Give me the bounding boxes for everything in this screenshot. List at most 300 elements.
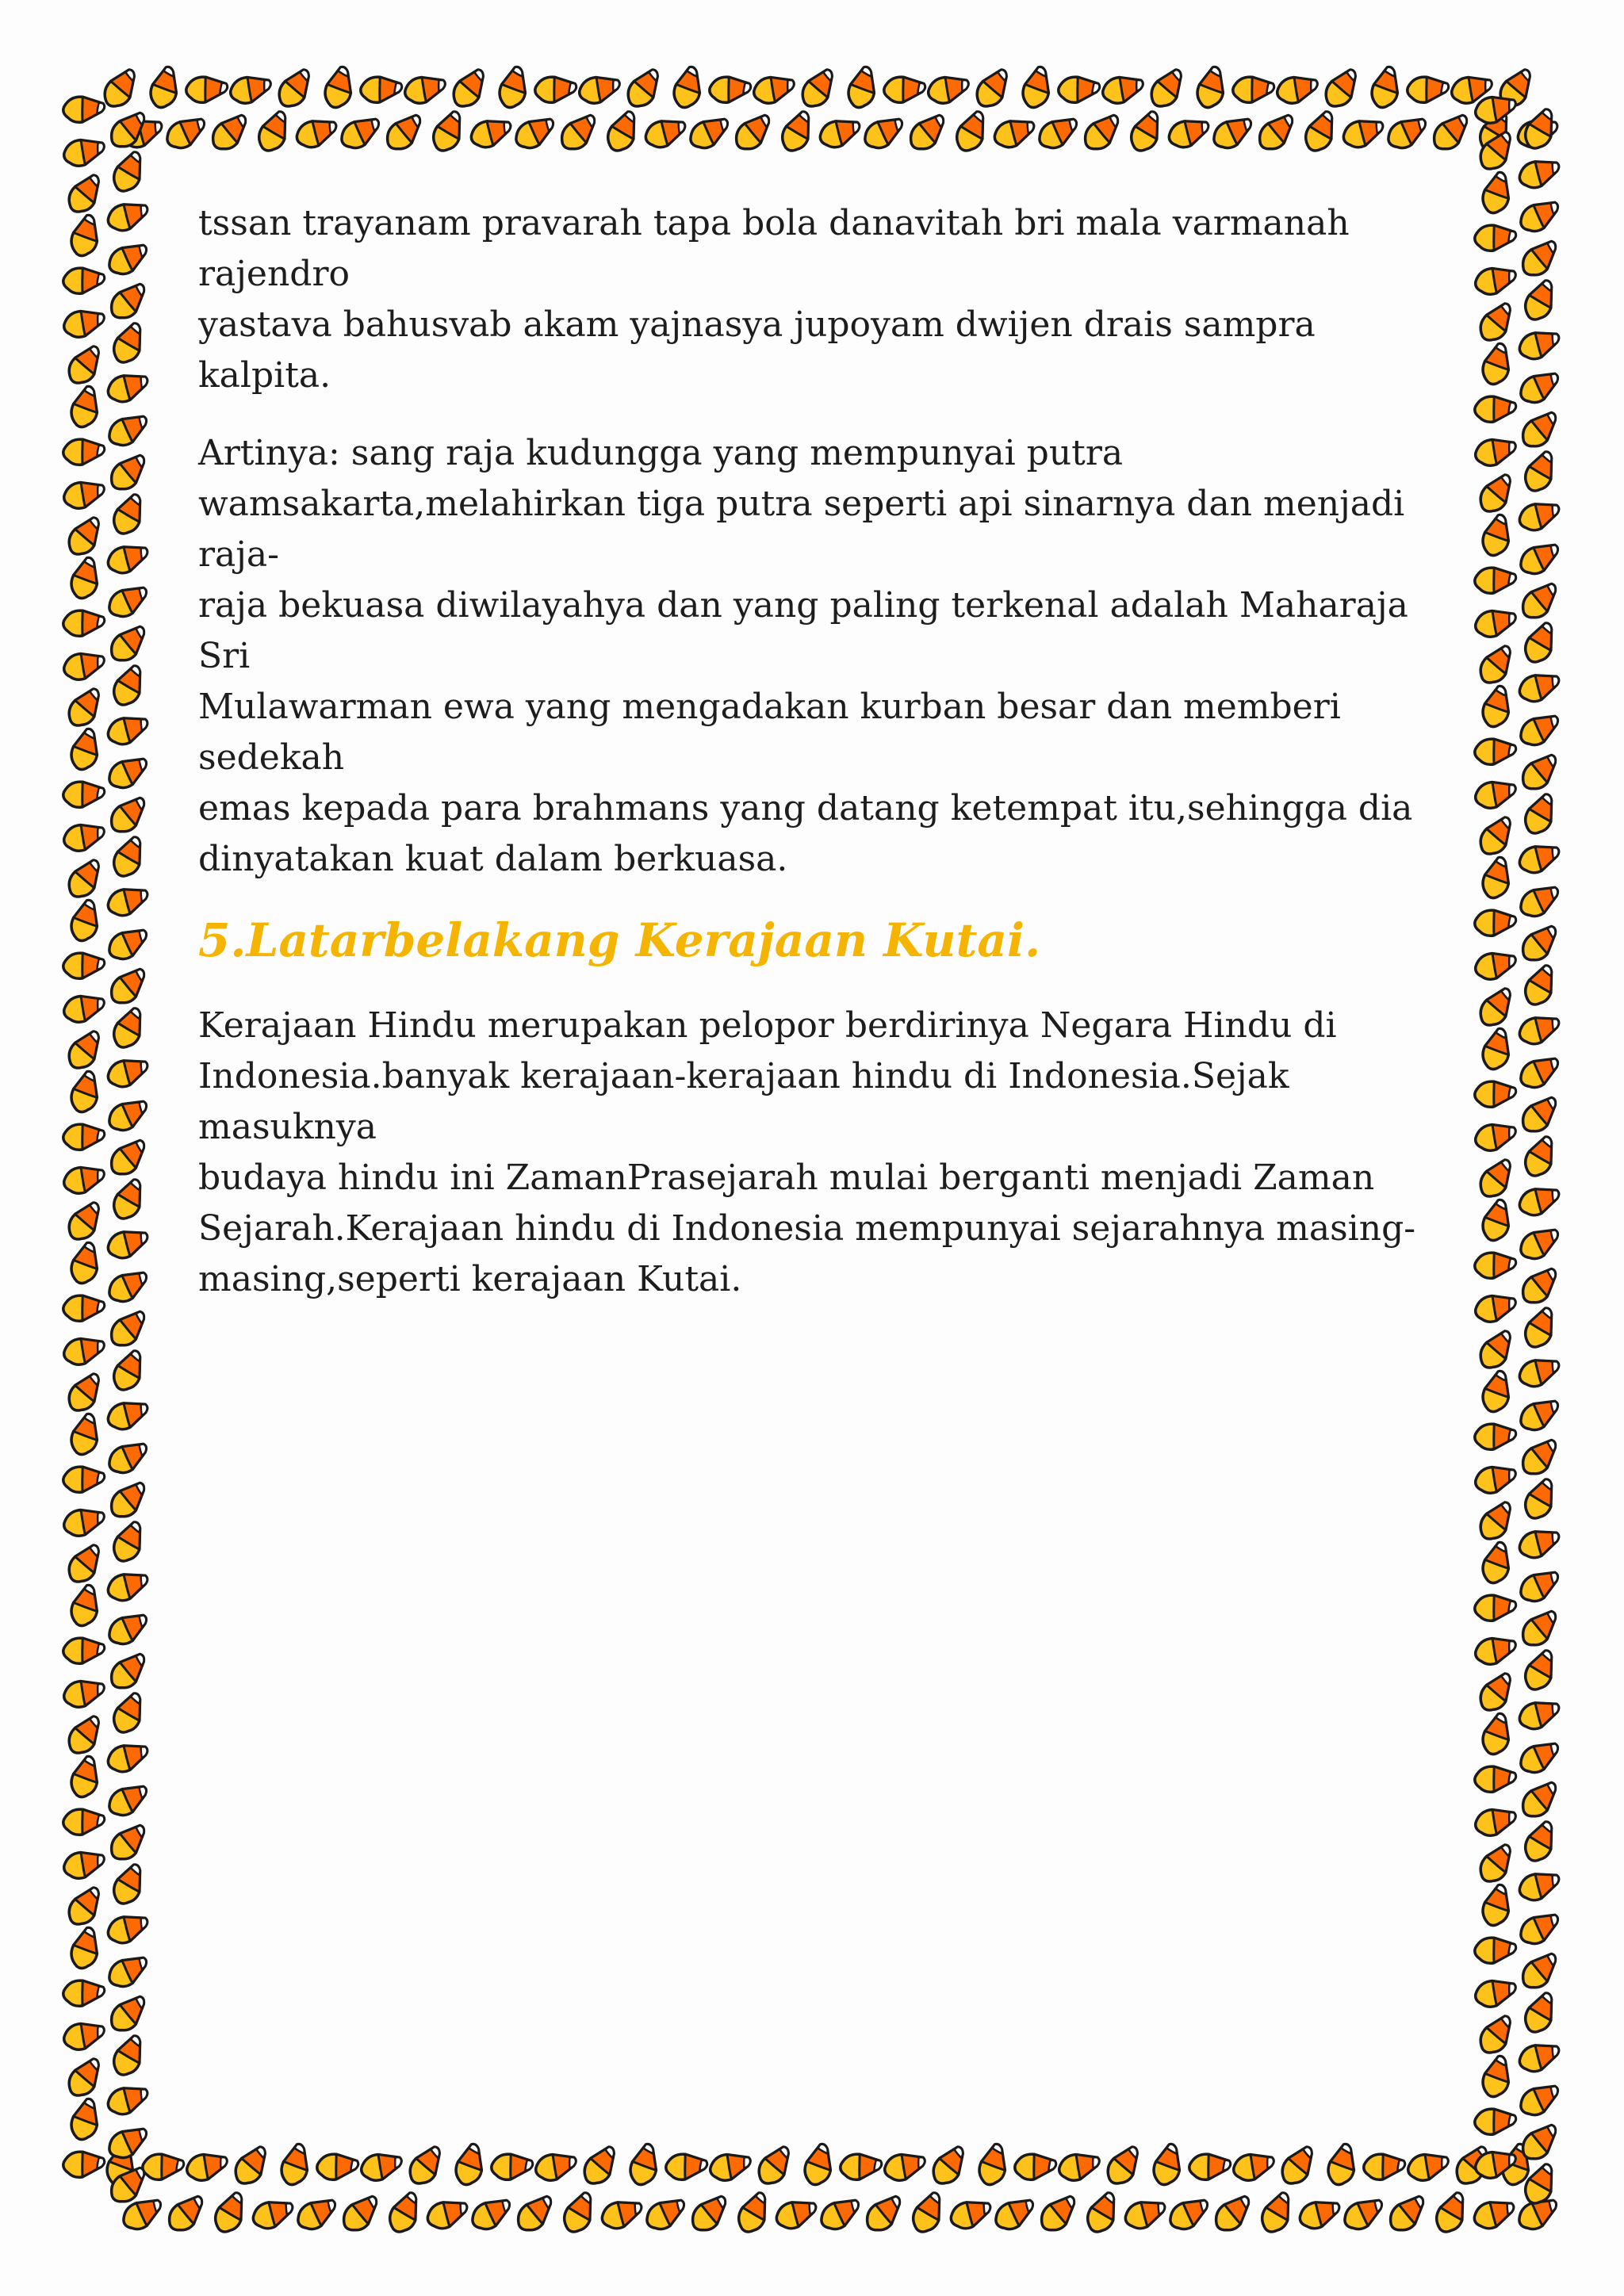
candy-corn-icon [1341, 112, 1384, 154]
candy-corn-icon [1519, 540, 1558, 577]
candy-corn-icon [864, 114, 902, 151]
candy-corn-icon [1476, 1159, 1517, 1199]
candy-corn-icon [1472, 557, 1518, 603]
candy-corn-icon [1258, 115, 1294, 150]
candy-corn-icon [1297, 2193, 1340, 2235]
candy-corn-icon [576, 67, 621, 111]
candy-corn-icon [108, 925, 147, 962]
candy-corn-icon [1476, 303, 1517, 342]
candy-corn-icon [1473, 1457, 1517, 1501]
candy-corn-icon [1518, 622, 1562, 665]
candy-corn-icon [61, 130, 105, 174]
candy-corn-icon [1169, 2195, 1208, 2233]
candy-corn-icon [1472, 1071, 1518, 1117]
background-paragraph: Kerajaan Hindu merupakan pelopor berdirinya Negara Hindu di Indonesia.banyak kerajaan-kerajaan hindu di Indonesia.Sejak masuknya budaya hindu ini ZamanPrasejarah mulai berganti menjadi Zaman Sejarah.Kerajaan hindu di Indonesia mempunyai sejarahnya masing- masing,seperti kerajaan Kutai. [198, 1005, 1416, 1299]
candy-corn-icon [1254, 2191, 1299, 2235]
candy-corn-icon [61, 1671, 105, 1715]
candy-corn-icon [600, 110, 645, 154]
candy-corn-icon [61, 473, 105, 516]
candy-corn-icon [1473, 1286, 1517, 1330]
candy-corn-icon [108, 1439, 147, 1476]
candy-corn-icon [106, 1521, 151, 1564]
candy-corn-icon [1521, 926, 1557, 961]
candy-corn-icon [1519, 1054, 1558, 1091]
candy-corn-icon [1188, 65, 1234, 111]
candy-corn-icon [62, 1755, 108, 1800]
candy-corn-icon [1186, 2144, 1232, 2190]
candy-corn-icon [1473, 258, 1517, 302]
candy-corn-icon [1519, 711, 1558, 748]
candy-corn-icon [106, 322, 151, 365]
candy-corn-icon [1521, 1611, 1557, 1646]
candy-corn-icon [1521, 2125, 1557, 2160]
candy-corn-icon [691, 2196, 727, 2231]
candy-corn-icon [909, 115, 945, 150]
candy-corn-icon [61, 1500, 105, 1544]
candy-corn-icon [62, 1926, 108, 1972]
candy-corn-icon [1519, 197, 1558, 235]
candy-corn-icon [294, 112, 337, 154]
candy-corn-icon [1388, 2196, 1425, 2231]
candy-corn-icon [469, 112, 511, 154]
candy-corn-icon [402, 67, 446, 111]
candy-corn-icon [560, 115, 596, 150]
candy-corn-icon [1517, 1693, 1560, 1735]
candy-corn-icon [665, 65, 710, 111]
candy-corn-icon [62, 2097, 108, 2143]
candy-corn-icon [1144, 2142, 1190, 2188]
candy-corn-icon [184, 2145, 228, 2188]
candy-corn-icon [60, 1114, 106, 1160]
candy-corn-icon [992, 112, 1035, 154]
candy-corn-icon [62, 1412, 108, 1458]
candy-corn-icon [580, 2146, 621, 2186]
candy-corn-icon [105, 2079, 148, 2121]
candy-corn-icon [1476, 474, 1517, 514]
candy-corn-icon [60, 429, 106, 475]
candy-corn-icon [1473, 1712, 1519, 1758]
candy-corn-icon [251, 110, 296, 154]
candy-corn-icon [62, 213, 108, 259]
candy-corn-icon [1361, 2144, 1407, 2190]
candy-corn-icon [109, 455, 146, 490]
candy-corn-icon [62, 898, 108, 944]
candy-corn-icon [108, 1268, 147, 1305]
candy-corn-icon [1519, 369, 1558, 406]
candy-corn-icon [1517, 1522, 1560, 1564]
candy-corn-icon [105, 538, 148, 580]
candy-corn-icon [1277, 2146, 1319, 2186]
candy-corn-icon [1473, 943, 1517, 987]
candy-corn-icon [798, 69, 839, 109]
candy-corn-icon [839, 65, 885, 111]
candy-corn-icon [1517, 1351, 1560, 1393]
candy-corn-icon [108, 583, 147, 620]
candy-corn-icon [106, 151, 151, 194]
candy-corn-icon [949, 110, 994, 154]
candy-corn-icon [340, 114, 379, 151]
candy-corn-icon [1472, 1242, 1518, 1288]
candy-corn-icon [882, 2145, 926, 2188]
candy-corn-icon [316, 65, 362, 111]
candy-corn-icon [1473, 170, 1519, 216]
candy-corn-icon [994, 2195, 1033, 2233]
candy-corn-icon [106, 1349, 151, 1393]
candy-corn-icon [1517, 837, 1560, 879]
candy-corn-icon [109, 1311, 146, 1346]
candy-corn-icon [105, 709, 148, 751]
candy-corn-icon [775, 110, 819, 154]
candy-corn-icon [1517, 1008, 1560, 1050]
candy-corn-icon [64, 517, 105, 557]
candy-corn-icon [297, 2195, 335, 2233]
candy-corn-icon [1519, 882, 1558, 920]
candy-corn-icon [342, 2196, 378, 2231]
candy-corn-icon [532, 67, 578, 113]
candy-corn-icon [707, 67, 753, 113]
candy-corn-icon [751, 67, 795, 111]
candy-corn-icon [106, 1007, 151, 1050]
candy-corn-icon [1521, 1440, 1557, 1475]
candy-corn-icon [1472, 215, 1518, 261]
candy-corn-icon [105, 1223, 148, 1265]
candy-corn-icon [183, 67, 229, 113]
candy-corn-icon [1473, 772, 1517, 816]
candy-corn-icon [105, 1908, 148, 1950]
candy-corn-icon [1521, 1954, 1557, 1988]
candy-corn-icon [1518, 793, 1562, 836]
candy-corn-icon [1343, 2195, 1382, 2233]
candy-corn-icon [1518, 450, 1562, 494]
candy-corn-icon [1517, 666, 1560, 708]
candy-corn-icon [1476, 1502, 1517, 1541]
candy-corn-icon [1517, 495, 1560, 537]
candy-corn-icon [663, 2144, 709, 2190]
candy-corn-icon [109, 1825, 146, 1860]
candy-corn-icon [1472, 900, 1518, 946]
candy-corn-icon [754, 2146, 795, 2186]
candy-corn-icon [62, 1583, 108, 1629]
candy-corn-icon [1521, 412, 1557, 447]
candy-corn-icon [64, 346, 105, 385]
candy-corn-icon [818, 112, 860, 154]
candy-corn-icon [1321, 69, 1362, 109]
candy-corn-icon [108, 1610, 147, 1647]
candy-corn-icon [1473, 342, 1519, 388]
candy-corn-icon [61, 1158, 105, 1201]
candy-corn-icon [358, 67, 404, 113]
candy-corn-icon [108, 411, 147, 449]
candy-corn-icon [1473, 1628, 1517, 1672]
candy-corn-icon [425, 2193, 468, 2235]
candy-corn-icon [1518, 1478, 1562, 1521]
candy-corn-icon [1100, 67, 1144, 111]
candy-corn-icon [1518, 964, 1562, 1008]
candy-corn-icon [1387, 114, 1426, 151]
candy-corn-icon [1519, 1910, 1558, 1947]
candy-corn-icon [1473, 1883, 1519, 1929]
candy-corn-icon [1518, 1649, 1562, 1693]
candy-corn-icon [471, 2195, 510, 2233]
candy-corn-icon [1519, 1567, 1558, 1605]
candy-corn-icon [60, 771, 106, 817]
candy-corn-icon [64, 1544, 105, 1584]
candy-corn-icon [820, 2195, 859, 2233]
candy-corn-icon [1473, 1198, 1519, 1244]
candy-corn-icon [621, 2142, 667, 2188]
candy-corn-icon [60, 1970, 106, 2016]
candy-corn-icon [109, 1996, 146, 2031]
candy-corn-icon [1521, 1782, 1557, 1817]
candy-corn-icon [140, 2144, 186, 2190]
candy-corn-icon [1518, 1992, 1562, 2035]
candy-corn-icon [105, 1565, 148, 1607]
candy-corn-icon [515, 114, 553, 151]
candy-corn-icon [64, 859, 105, 899]
candy-corn-icon [446, 2142, 492, 2188]
candy-corn-icon [1473, 1369, 1519, 1415]
candy-corn-icon [141, 65, 187, 111]
candy-corn-icon [100, 69, 141, 109]
sanskrit-verse-paragraph: tssan trayanam pravarah tapa bola danavitah bri mala varmanah rajendro yastava bahusvab akam yajnasya jupoyam dwijen drais sampra kalpita. [198, 203, 1350, 396]
candy-corn-icon [108, 1096, 147, 1134]
candy-corn-icon [64, 1716, 105, 1755]
candy-corn-icon [64, 174, 105, 214]
candy-corn-icon [1472, 1927, 1518, 1973]
candy-corn-icon [108, 2124, 147, 2161]
candy-corn-icon [60, 2141, 106, 2187]
candy-corn-icon [1473, 1027, 1519, 1073]
candy-corn-icon [925, 67, 970, 111]
candy-corn-icon [1517, 1180, 1560, 1222]
candy-corn-icon [1429, 2191, 1473, 2235]
candy-corn-icon [1519, 1396, 1558, 1433]
candy-corn-icon [60, 943, 106, 989]
candy-corn-icon [1013, 65, 1059, 111]
candy-corn-icon [1519, 1739, 1558, 1776]
candy-corn-icon [1473, 684, 1519, 730]
candy-corn-icon [837, 2144, 883, 2190]
candy-corn-icon [557, 2191, 601, 2235]
candy-corn-icon [970, 2142, 1016, 2188]
candy-corn-icon [906, 2191, 950, 2235]
candy-corn-icon [64, 1373, 105, 1413]
candy-corn-icon [972, 69, 1013, 109]
candy-corn-icon [105, 1051, 148, 1093]
candy-corn-icon [109, 969, 146, 1004]
candy-corn-icon [865, 2196, 902, 2231]
candy-corn-icon [314, 2144, 360, 2190]
candy-corn-icon [1517, 2036, 1560, 2078]
candy-corn-icon [60, 86, 106, 132]
candy-corn-icon [1231, 2145, 1275, 2188]
candy-corn-icon [1521, 241, 1557, 276]
candy-corn-icon [1230, 67, 1276, 113]
candy-corn-icon [1518, 1820, 1562, 1864]
candy-corn-icon [105, 1394, 148, 1436]
candy-corn-icon [1472, 1585, 1518, 1631]
candy-corn-icon [64, 1202, 105, 1242]
candy-corn-icon [108, 1781, 147, 1819]
candy-corn-icon [1038, 114, 1077, 151]
candy-corn-icon [1472, 1414, 1518, 1460]
candy-corn-icon [61, 986, 105, 1030]
candy-corn-icon [61, 815, 105, 859]
candy-corn-icon [1476, 1844, 1517, 1884]
candy-corn-icon [61, 1329, 105, 1372]
candy-corn-icon [1012, 2144, 1058, 2190]
candy-corn-icon [1404, 67, 1450, 113]
candy-corn-icon [1517, 1865, 1560, 1907]
candy-corn-icon [228, 67, 272, 111]
candy-corn-icon [488, 2144, 534, 2190]
candy-corn-icon [599, 2193, 642, 2235]
candy-corn-icon [106, 1692, 151, 1735]
candy-corn-icon [1518, 1307, 1562, 1350]
candy-corn-icon [105, 880, 148, 922]
candy-corn-icon [1473, 1115, 1517, 1158]
candy-corn-icon [231, 2146, 272, 2186]
candy-corn-icon [1472, 729, 1518, 775]
candy-corn-icon [60, 258, 106, 304]
candy-corn-icon [1476, 645, 1517, 685]
candy-corn-icon [689, 114, 728, 151]
candy-corn-icon [60, 600, 106, 646]
candy-corn-icon [1476, 1673, 1517, 1712]
candy-corn-icon [62, 1070, 108, 1115]
candy-corn-icon [774, 2193, 817, 2235]
candy-corn-icon [1473, 1800, 1517, 1843]
section-heading: 5.Latarbelakang Kerajaan Kutai. [198, 913, 1041, 967]
candy-corn-icon [1473, 513, 1519, 559]
candy-corn-icon [60, 1799, 106, 1845]
candy-corn-icon [105, 1736, 148, 1778]
candy-corn-icon [167, 2196, 204, 2231]
translation-paragraph: Artinya: sang raja kudungga yang mempunyai putra wamsakarta,melahirkan tiga putra seperti api sinarnya dan menjadi raja- raja bekuasa diwilayahya dan yang paling terkenal adalah Maharaja Sri Mulawarman ewa yang mengadakan kurban besar dan memberi sedekah emas kepada para brahmans yang datang ketempat itu,sehingga dia dinyatakan kuat dalam berkuasa. [198, 433, 1413, 879]
candy-corn-icon [426, 110, 470, 154]
candy-corn-icon [1124, 110, 1168, 154]
candy-corn-icon [1298, 110, 1342, 154]
candy-corn-icon [1473, 601, 1517, 645]
candy-corn-icon [795, 2142, 841, 2188]
candy-corn-icon [1083, 115, 1120, 150]
candy-corn-icon [60, 1628, 106, 1674]
candy-corn-icon [61, 644, 105, 687]
candy-corn-icon [623, 69, 665, 109]
candy-corn-icon [1214, 2196, 1251, 2231]
candy-corn-icon [60, 1456, 106, 1502]
candy-corn-icon [62, 1241, 108, 1287]
candy-corn-icon [1432, 115, 1469, 150]
candy-corn-icon [108, 754, 147, 791]
candy-corn-icon [106, 493, 151, 537]
candy-corn-icon [516, 2196, 553, 2231]
candy-corn-icon [109, 626, 146, 661]
candy-corn-icon [1472, 1756, 1518, 1802]
candy-corn-icon [1472, 386, 1518, 432]
candy-corn-icon [1166, 112, 1209, 154]
candy-corn-icon [449, 69, 490, 109]
candy-corn-icon [1518, 1135, 1562, 1179]
candy-corn-icon [105, 366, 148, 408]
candy-corn-icon [62, 727, 108, 773]
candy-corn-icon [211, 115, 247, 150]
candy-corn-icon [929, 2146, 970, 2186]
candy-corn-icon [1080, 2191, 1124, 2235]
candy-corn-icon [645, 2195, 684, 2233]
candy-corn-icon [106, 1178, 151, 1222]
candy-corn-icon [1521, 1097, 1557, 1132]
candy-corn-icon [251, 2193, 293, 2235]
candy-corn-icon [1521, 755, 1557, 790]
candy-corn-icon [1274, 67, 1319, 111]
candy-corn-icon [1473, 1540, 1519, 1586]
candy-corn-icon [106, 836, 151, 879]
candy-corn-icon [1519, 2081, 1558, 2118]
candy-corn-icon [106, 2034, 151, 2078]
candy-corn-icon [1319, 2142, 1365, 2188]
candy-corn-icon [64, 1031, 105, 1070]
candy-corn-icon [405, 2146, 446, 2186]
candy-corn-icon [490, 65, 536, 111]
candy-corn-icon [643, 112, 686, 154]
candy-corn-icon [1147, 69, 1188, 109]
candy-corn-icon [1517, 152, 1560, 194]
candy-corn-icon [1473, 2054, 1519, 2100]
candy-corn-icon [358, 2145, 403, 2188]
candy-corn-icon [106, 664, 151, 708]
candy-corn-icon [948, 2193, 991, 2235]
candy-corn-icon [707, 2145, 752, 2188]
candy-corn-icon [61, 301, 105, 345]
candy-corn-icon [60, 1285, 106, 1331]
candy-corn-icon [272, 2142, 318, 2188]
candy-corn-icon [385, 115, 422, 150]
candy-corn-icon [1362, 65, 1408, 111]
candy-corn-icon [62, 556, 108, 602]
candy-corn-icon [106, 1863, 151, 1907]
candy-corn-icon [61, 1843, 105, 1886]
candy-corn-icon [1476, 1330, 1517, 1370]
candy-corn-icon [1103, 2146, 1144, 2186]
candy-corn-icon [1473, 855, 1519, 901]
candy-corn-icon [61, 2014, 105, 2057]
candy-corn-icon [62, 385, 108, 430]
candy-corn-icon [166, 114, 205, 151]
candy-corn-icon [108, 1953, 147, 1990]
candy-corn-icon [1476, 988, 1517, 1027]
candy-corn-icon [109, 1654, 146, 1689]
candy-corn-icon [1473, 430, 1517, 473]
candy-corn-icon [1519, 1225, 1558, 1262]
candy-corn-icon [1518, 279, 1562, 323]
candy-corn-icon [64, 688, 105, 728]
candy-corn-icon [1040, 2196, 1076, 2231]
candy-corn-icon [1473, 1971, 1517, 2015]
candy-corn-icon [731, 2191, 776, 2235]
candy-corn-icon [1212, 114, 1251, 151]
candy-corn-icon [1476, 817, 1517, 856]
candy-corn-icon [1056, 2145, 1101, 2188]
candy-corn-icon [382, 2191, 427, 2235]
candy-corn-icon [274, 69, 316, 109]
candy-corn-icon [1517, 323, 1560, 365]
candy-corn-icon [1472, 2193, 1515, 2235]
candy-corn-icon [1476, 2015, 1517, 2055]
candy-corn-icon [1472, 2099, 1518, 2145]
candy-corn-icon [64, 2058, 105, 2098]
document-body [198, 198, 1435, 1332]
